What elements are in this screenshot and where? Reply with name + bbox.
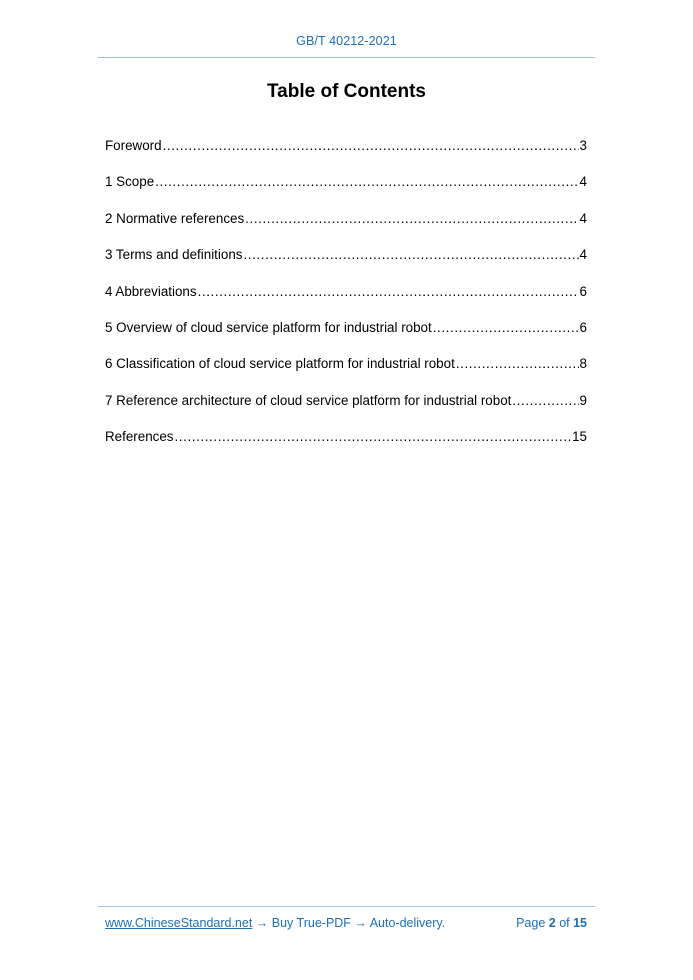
document-header: GB/T 40212-2021 [296,34,397,48]
toc-list [105,138,587,466]
toc-entry-terms-and-definitions[interactable] [105,247,587,283]
header-divider [98,57,595,58]
page-footer [105,916,587,930]
current-page-number: 2 [548,916,556,930]
toc-entry-page: 3 [579,138,587,153]
toc-entry-label: Foreword [105,138,162,153]
dot-leader [155,174,578,189]
dot-leader [174,429,571,444]
toc-entry-page: 6 [579,283,587,299]
toc-entry-foreword[interactable] [105,138,587,174]
total-pages-number: 15 [573,916,587,930]
page-title: Table of Contents [266,81,427,102]
toc-entry-classification[interactable] [105,356,587,392]
toc-entry-references[interactable] [105,429,587,465]
toc-entry-scope[interactable] [105,174,587,210]
toc-entry-page: 4 [579,210,587,226]
toc-entry-label: 4 Abbreviations [105,283,197,299]
dot-leader [512,393,578,408]
toc-entry-page: 4 [579,247,587,263]
dot-leader [433,320,579,335]
site-link[interactable]: www.ChineseStandard.net [105,916,253,930]
toc-entry-page: 6 [579,319,587,335]
footer-divider [98,906,595,907]
toc-entry-label: 6 Classification of cloud service platform for industrial robot [105,356,455,372]
toc-entry-page: 8 [579,356,587,372]
dot-leader [243,247,578,262]
toc-entry-label: 5 Overview of cloud service platform for industrial robot [105,319,432,335]
dot-leader [245,211,578,226]
footer-promo-text: → Buy True-PDF → Auto-delivery. [252,916,446,930]
toc-entry-label: 1 Scope [105,174,155,190]
toc-entry-overview[interactable] [105,320,587,356]
toc-entry-label: 7 Reference architecture of cloud service platform for industrial robot [105,392,512,408]
toc-entry-page: 9 [579,392,587,408]
toc-entry-label: References [105,429,174,445]
toc-entry-label: 3 Terms and definitions [105,247,243,263]
dot-leader [163,138,579,153]
toc-entry-page: 4 [579,174,587,190]
toc-entry-abbreviations[interactable] [105,284,587,320]
toc-entry-page: 15 [572,429,587,445]
toc-entry-label: 2 Normative references [105,210,245,226]
dot-leader [198,284,579,299]
page-word: Page [516,916,549,930]
toc-entry-reference-architecture[interactable] [105,393,587,429]
of-word: of [555,916,574,930]
dot-leader [456,356,579,371]
toc-entry-normative-references[interactable] [105,211,587,247]
footer-promo [105,916,445,930]
page-indicator [516,916,587,930]
